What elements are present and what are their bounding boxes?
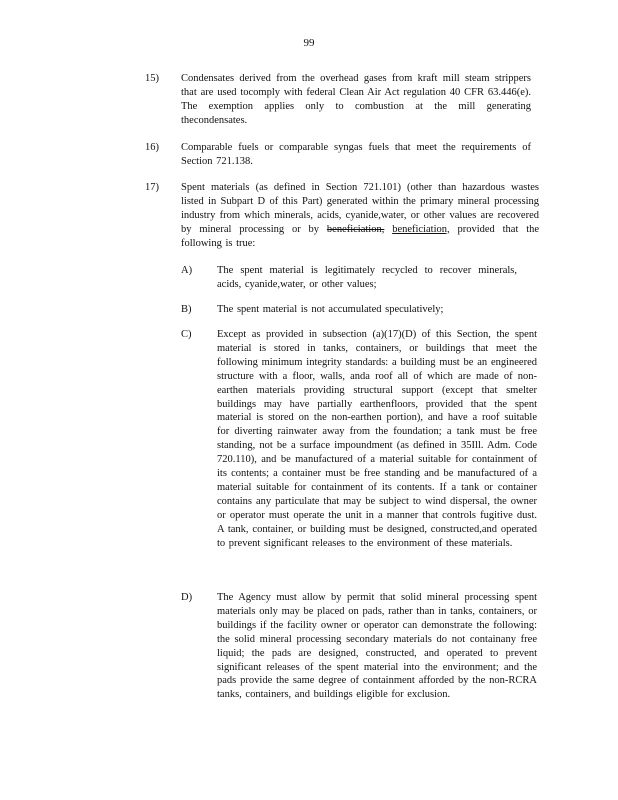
item-label: 17) bbox=[145, 182, 159, 193]
subitem-label: D) bbox=[181, 592, 193, 603]
item-text-end: provided that the following is true: bbox=[181, 223, 540, 249]
item-text: Comparable fuels or comparable syngas fuels that meet the requirements of Section 721.138. bbox=[181, 142, 531, 167]
inserted-text: beneficiation, bbox=[392, 223, 450, 235]
subitem-label: C) bbox=[181, 329, 192, 340]
subitem-text: Except as provided in subsection (a)(17)(D) of this Section, the spent material is stored in tanks, containers, or buildings that meet the following minimum integrity standards: a building must be an engineered structure with a floor, walls, anda roof all of which are made of non-earthen materials providing structural support (except that smelter buildings may have partially earthenfloors, provided that the spent material is stored on the non-earthen portion), and have a roof suitable for diverting rainwater away from the foundation; a tank must be free standing, not be a surface impoundment (as defined in 35Ill. Adm. Code 720.110), and be manufactured of a material suitable for containment of its contents; a container must be free standing and be manufactured of a material suitable for containment of its contents. If a tank or container contains any particulate that may be subject to wind dispersal, the owner or operator must operate the unit in a manner that controls fugitive dust. A tank, container, or building must be designed, constructed,and operated to prevent significant releases to the environment of these materials. bbox=[217, 329, 537, 549]
item-label: 16) bbox=[145, 142, 159, 153]
page-number: 99 bbox=[303, 37, 315, 49]
subitem-label: A) bbox=[181, 265, 193, 276]
item-text bbox=[181, 181, 539, 251]
subitem-text: The Agency must allow by permit that solid mineral processing spent materials only may be placed on pads, rather than in tanks, containers, or buildings if the facility owner or operator can demonstrate the following: the solid mineral processing secondary materials do not containany free liquid; the pads are designed, constructed, and operated to prevent significant releases of the spent material into the environment; and the pads provide the same degree of containment afforded by the non-RCRA tanks, containers, and buildings eligible for exclusion. bbox=[217, 592, 537, 701]
item-label: 15) bbox=[145, 73, 159, 84]
item-text: Condensates derived from the overhead gases from kraft mill steam strippers that are used tocomply with federal Clean Air Act regulation 40 CFR 63.446(e). The exemption applies only to combustion at the mill generating thecondensates. bbox=[181, 73, 531, 126]
subitem-label: B) bbox=[181, 304, 192, 315]
subitem-text: The spent material is not accumulated speculatively; bbox=[217, 304, 444, 315]
subitem-text: The spent material is legitimately recycled to recover minerals, acids, cyanide,water, or other values; bbox=[217, 265, 517, 290]
item-text-main: Spent materials (as defined in Section 721.101) (other than hazardous wastes listed in Subpart D of this Part) generated within the primary mineral processing industry from which minerals, acids, cyanide,water, or other values are recovered by mineral processing or by bbox=[181, 182, 539, 235]
deleted-text: beneficiation, bbox=[326, 223, 385, 235]
